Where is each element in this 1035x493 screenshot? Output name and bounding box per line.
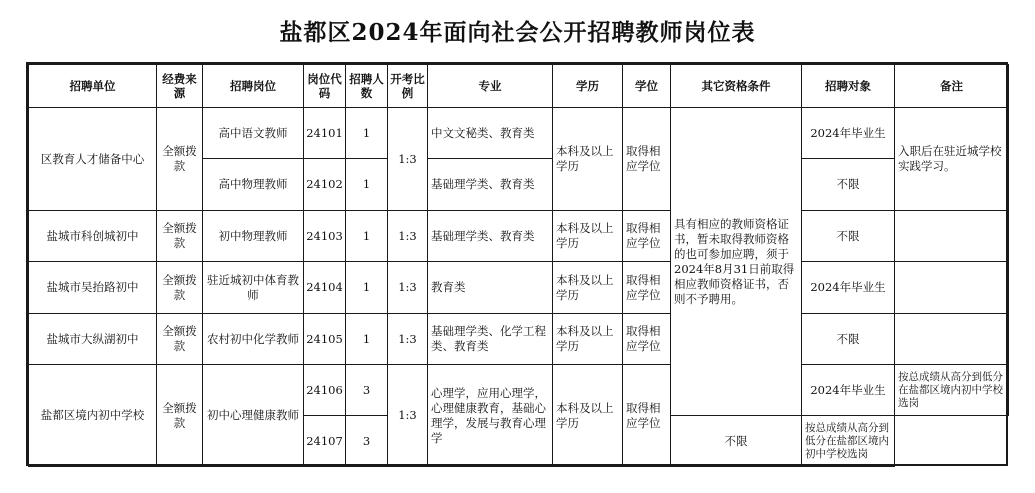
remark-cell: 入职后在驻近城学校实践学习。 (895, 108, 1009, 211)
funding-cell: 全额拨款 (157, 211, 203, 262)
funding-cell: 全额拨款 (157, 108, 203, 211)
code-cell: 24106 (304, 365, 346, 416)
count-cell: 1 (346, 262, 388, 314)
code-cell: 24103 (304, 211, 346, 262)
header-funding: 经费来源 (157, 65, 203, 108)
funding-cell: 全额拨款 (157, 262, 203, 314)
funding-cell: 全额拨款 (157, 365, 203, 467)
count-cell: 1 (346, 159, 388, 211)
other-conditions-cell: 具有相应的教师资格证书，暂未取得教师资格的也可参加应聘，须于2024年8月31日前取得相应教师资格证书，否则不予聘用。 (671, 108, 802, 416)
target-cell: 不限 (671, 416, 802, 467)
table-row (29, 211, 1009, 262)
header-education: 学历 (553, 65, 623, 108)
position-cell: 初中物理教师 (203, 211, 304, 262)
table-row (29, 365, 1009, 416)
count-cell: 3 (346, 416, 388, 467)
position-cell: 初中心理健康教师 (203, 365, 304, 467)
header-code: 岗位代码 (304, 65, 346, 108)
count-cell: 3 (346, 365, 388, 416)
header-degree: 学位 (623, 65, 671, 108)
remark-cell: 按总成绩从高分到低分在盐都区境内初中学校选岗 (895, 365, 1009, 416)
education-cell: 本科及以上学历 (553, 108, 623, 211)
code-cell: 24101 (304, 108, 346, 159)
unit-cell: 区教育人才储备中心 (29, 108, 157, 211)
target-cell: 2024年毕业生 (802, 365, 895, 416)
ratio-cell: 1:3 (388, 314, 428, 365)
code-cell: 24107 (304, 416, 346, 467)
remark-cell (895, 314, 1009, 365)
table-row (29, 108, 1009, 159)
header-other: 其它资格条件 (671, 65, 802, 108)
table-row (29, 314, 1009, 365)
position-cell: 高中物理教师 (203, 159, 304, 211)
header-ratio: 开考比例 (388, 65, 428, 108)
count-cell: 1 (346, 108, 388, 159)
degree-cell: 取得相应学位 (623, 365, 671, 467)
education-cell: 本科及以上学历 (553, 262, 623, 314)
remark-cell: 按总成绩从高分到低分在盐都区境内初中学校选岗 (802, 416, 895, 467)
unit-cell: 盐城市大纵湖初中 (29, 314, 157, 365)
major-cell: 心理学，应用心理学，心理健康教育，基础心理学，发展与教育心理学 (428, 365, 553, 467)
major-cell: 教育类 (428, 262, 553, 314)
degree-cell: 取得相应学位 (623, 314, 671, 365)
education-cell: 本科及以上学历 (553, 314, 623, 365)
target-cell: 2024年毕业生 (802, 262, 895, 314)
header-count: 招聘人数 (346, 65, 388, 108)
header-row (29, 65, 1009, 108)
major-cell: 基础理学类、教育类 (428, 159, 553, 211)
degree-cell: 取得相应学位 (623, 211, 671, 262)
major-cell: 中文文秘类、教育类 (428, 108, 553, 159)
header-target: 招聘对象 (802, 65, 895, 108)
unit-cell: 盐城市科创城初中 (29, 211, 157, 262)
table-row (29, 262, 1009, 314)
ratio-cell: 1:3 (388, 262, 428, 314)
position-cell: 驻近城初中体育教师 (203, 262, 304, 314)
code-cell: 24102 (304, 159, 346, 211)
position-cell: 高中语文教师 (203, 108, 304, 159)
major-cell: 基础理学类、化学工程类、教育类 (428, 314, 553, 365)
ratio-cell: 1:3 (388, 108, 428, 211)
position-cell: 农村初中化学教师 (203, 314, 304, 365)
ratio-cell: 1:3 (388, 211, 428, 262)
count-cell: 1 (346, 314, 388, 365)
target-cell: 不限 (802, 314, 895, 365)
code-cell: 24105 (304, 314, 346, 365)
degree-cell: 取得相应学位 (623, 262, 671, 314)
ratio-cell: 1:3 (388, 365, 428, 467)
degree-cell: 取得相应学位 (623, 108, 671, 211)
page-title: 盐都区2024年面向社会公开招聘教师岗位表 (279, 19, 756, 46)
target-cell: 不限 (802, 211, 895, 262)
unit-cell: 盐城市吴抬路初中 (29, 262, 157, 314)
remark-cell (895, 211, 1009, 262)
header-position: 招聘岗位 (203, 65, 304, 108)
header-unit: 招聘单位 (29, 65, 157, 108)
target-cell: 不限 (802, 159, 895, 211)
target-cell: 2024年毕业生 (802, 108, 895, 159)
header-major: 专业 (428, 65, 553, 108)
unit-cell: 盐都区境内初中学校 (29, 365, 157, 467)
education-cell: 本科及以上学历 (553, 211, 623, 262)
count-cell: 1 (346, 211, 388, 262)
header-remarks: 备注 (895, 65, 1009, 108)
funding-cell: 全额拨款 (157, 314, 203, 365)
education-cell: 本科及以上学历 (553, 365, 623, 467)
recruitment-table (28, 64, 1009, 467)
major-cell: 基础理学类、教育类 (428, 211, 553, 262)
remark-cell (895, 262, 1009, 314)
code-cell: 24104 (304, 262, 346, 314)
